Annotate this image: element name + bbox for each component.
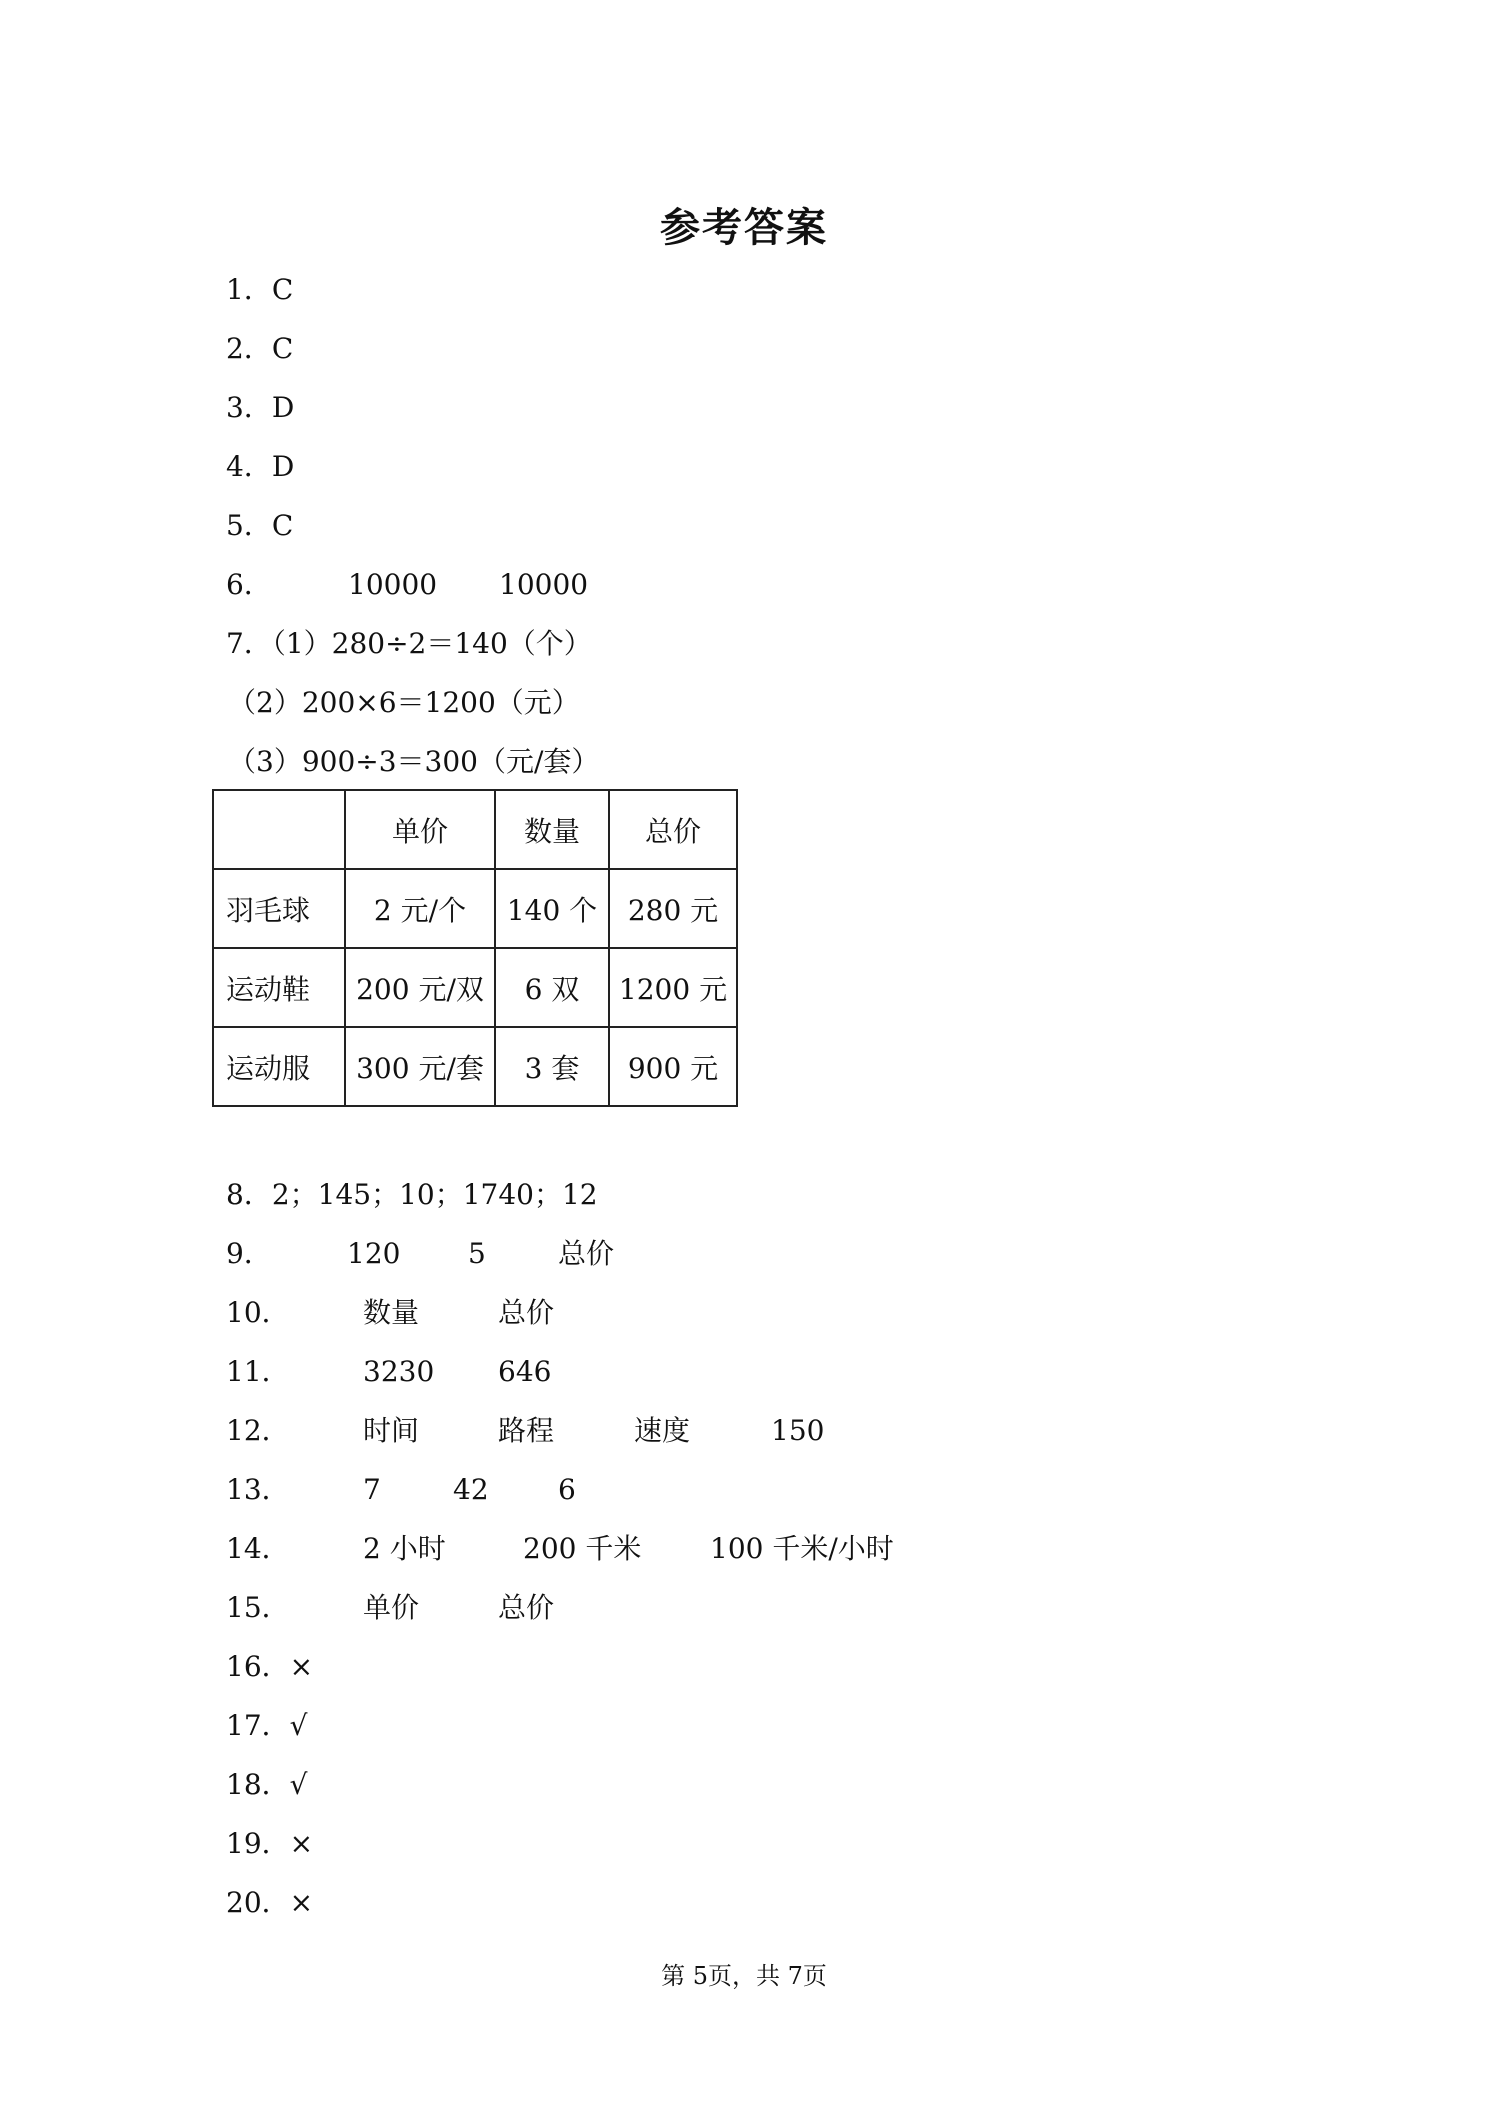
answer-6 <box>226 565 826 605</box>
page-title: 参考答案 <box>660 205 828 251</box>
answer-text: √ <box>289 1709 308 1742</box>
answer-7-part-2 <box>228 683 580 723</box>
answer-blank: 数量 <box>363 1296 420 1329</box>
answer-text: C <box>271 273 294 306</box>
answer-number: 10． <box>226 1296 290 1329</box>
answer-number: 18． <box>226 1768 290 1801</box>
answer-number: 3． <box>226 391 272 424</box>
table-cell: 羽毛球 <box>213 869 345 948</box>
answer-text: C <box>271 509 294 542</box>
answer-14 <box>226 1529 1126 1569</box>
answer-3 <box>226 388 294 428</box>
answer-text: × <box>289 1886 314 1919</box>
answer-15 <box>226 1588 926 1628</box>
answer-10 <box>226 1293 926 1333</box>
answer-number: 15． <box>226 1591 290 1624</box>
answer-blank: 646 <box>498 1355 552 1388</box>
answer-text: × <box>289 1650 314 1683</box>
table-cell: 900 元 <box>609 1027 737 1106</box>
answer-number: 11． <box>226 1355 290 1388</box>
answer-blank: 7 <box>363 1473 381 1506</box>
answer-number: 9． <box>226 1237 272 1270</box>
answer-17 <box>226 1706 307 1746</box>
answer-blank: 5 <box>468 1237 486 1270</box>
answer-blank: 10000 <box>499 568 589 601</box>
answer-number: 16． <box>226 1650 290 1683</box>
answer-text: D <box>271 450 295 483</box>
answer-number: 14． <box>226 1532 290 1565</box>
answer-blank: 总价 <box>498 1296 555 1329</box>
table-header-cell: 单价 <box>345 790 495 869</box>
answer-number: 2． <box>226 332 272 365</box>
table-header-cell: 数量 <box>495 790 609 869</box>
answer-blank: 120 <box>347 1237 401 1270</box>
answer-blank: 总价 <box>558 1237 615 1270</box>
table-header-cell <box>213 790 345 869</box>
answer-number: 7． <box>226 627 272 660</box>
table-header-cell: 总价 <box>609 790 737 869</box>
answer-blank: 3230 <box>363 1355 435 1388</box>
answer-blank: 路程 <box>498 1414 555 1447</box>
table-cell: 运动鞋 <box>213 948 345 1027</box>
answer-number: 19． <box>226 1827 290 1860</box>
table-cell: 2 元/个 <box>345 869 495 948</box>
table-row <box>213 948 737 1027</box>
answer-text: D <box>271 391 295 424</box>
answer-4 <box>226 447 294 487</box>
answer-11 <box>226 1352 926 1392</box>
table-cell: 1200 元 <box>609 948 737 1027</box>
answer-blank: 42 <box>453 1473 489 1506</box>
answer-blank: 6 <box>558 1473 576 1506</box>
answer-2 <box>226 329 293 369</box>
answer-7 <box>226 624 592 664</box>
table-header-row <box>213 790 737 869</box>
answer-blank: 10000 <box>348 568 438 601</box>
answer-number: 4． <box>226 450 272 483</box>
answer-blank: 200 千米 <box>523 1532 642 1565</box>
table-row <box>213 1027 737 1106</box>
answer-number: 1． <box>226 273 272 306</box>
answer-1 <box>226 270 293 310</box>
answer-text: √ <box>289 1768 308 1801</box>
answer-text: C <box>271 332 294 365</box>
table-row <box>213 869 737 948</box>
answer-text: （2）200×6＝1200（元） <box>228 686 580 719</box>
answer-18 <box>226 1765 307 1805</box>
price-table <box>212 789 738 1107</box>
table-cell: 3 套 <box>495 1027 609 1106</box>
answer-13 <box>226 1470 926 1510</box>
answer-number: 13． <box>226 1473 290 1506</box>
answer-number: 17． <box>226 1709 290 1742</box>
answer-blank: 单价 <box>363 1591 420 1624</box>
answer-text: × <box>289 1827 314 1860</box>
table-cell: 280 元 <box>609 869 737 948</box>
answer-number: 5． <box>226 509 272 542</box>
answer-20 <box>226 1883 313 1923</box>
table-cell: 140 个 <box>495 869 609 948</box>
answer-blank: 100 千米/小时 <box>710 1532 894 1565</box>
answer-number: 8． <box>226 1178 272 1211</box>
table-cell: 6 双 <box>495 948 609 1027</box>
answer-12 <box>226 1411 1126 1451</box>
table-cell: 运动服 <box>213 1027 345 1106</box>
answer-blank: 总价 <box>498 1591 555 1624</box>
page-footer: 第 5页，共 7页 <box>661 1962 827 1990</box>
answer-number: 6． <box>226 568 272 601</box>
answer-7-part-3 <box>228 742 599 782</box>
answer-16 <box>226 1647 313 1687</box>
answer-text: 2；145；10；1740；12 <box>271 1178 598 1211</box>
answer-blank: 2 小时 <box>363 1532 446 1565</box>
answer-blank: 时间 <box>363 1414 420 1447</box>
answer-blank: 速度 <box>634 1414 691 1447</box>
table-cell: 300 元/套 <box>345 1027 495 1106</box>
answer-8 <box>226 1175 598 1215</box>
answer-text: （3）900÷3＝300（元/套） <box>228 745 600 778</box>
answer-number: 20． <box>226 1886 290 1919</box>
answer-19 <box>226 1824 313 1864</box>
answer-text: （1）280÷2＝140（个） <box>271 627 592 660</box>
answer-number: 12． <box>226 1414 290 1447</box>
answer-5 <box>226 506 293 546</box>
answer-9 <box>226 1234 926 1274</box>
table-cell: 200 元/双 <box>345 948 495 1027</box>
answer-blank: 150 <box>771 1414 825 1447</box>
